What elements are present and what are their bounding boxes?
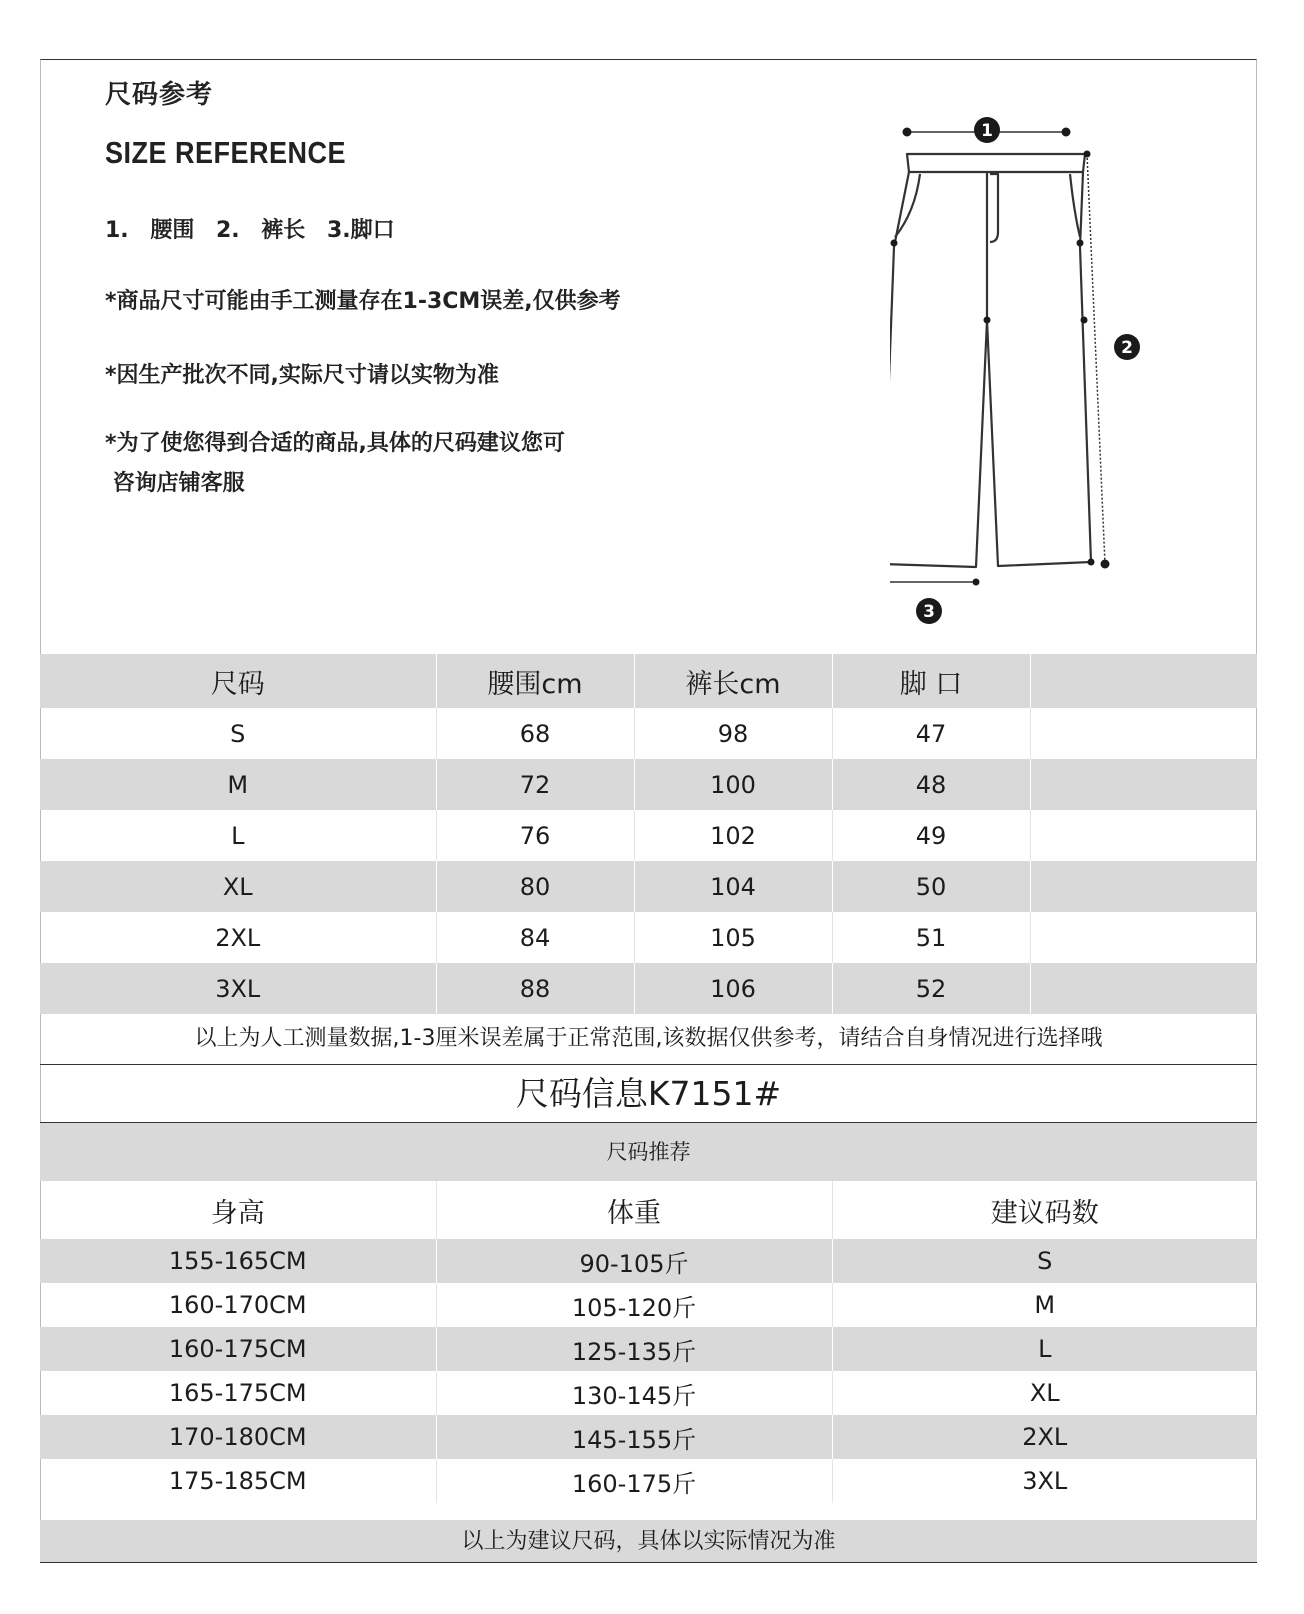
table-row <box>40 1459 1257 1503</box>
table-row <box>40 708 1257 759</box>
header-height: 身高 <box>40 1181 436 1239</box>
cell-empty <box>1030 759 1257 810</box>
cell-size: S <box>40 708 436 759</box>
cell-weight: 145-155斤 <box>436 1415 832 1459</box>
cell-empty <box>1030 963 1257 1014</box>
cell-size: 3XL <box>40 963 436 1014</box>
cell-waist: 76 <box>436 810 634 861</box>
cell-weight: 130-145斤 <box>436 1371 832 1415</box>
cell-suggested-size: S <box>1037 1247 1053 1275</box>
header-hem: 脚 口 <box>832 654 1030 708</box>
note-batch: *因生产批次不同,实际尺寸请以实物为准 <box>105 363 499 388</box>
size-info-title: 尺码信息K7151# <box>40 1065 1257 1123</box>
header-length: 裤长cm <box>634 654 832 708</box>
recommend-footer-note: 以上为建议尺码，具体以实际情况为准 <box>40 1520 1257 1563</box>
cell-suggested-size: 2XL <box>1022 1423 1068 1451</box>
cell-length: 100 <box>634 759 832 810</box>
cell-length: 105 <box>634 912 832 963</box>
table-row <box>40 1283 1257 1327</box>
header-empty <box>1030 654 1257 708</box>
cell-height: 165-175CM <box>40 1371 436 1415</box>
table-row <box>40 810 1257 861</box>
cell-hem: 50 <box>832 861 1030 912</box>
cell-empty <box>1030 708 1257 759</box>
cell-weight: 160-175斤 <box>436 1459 832 1503</box>
table-row <box>40 1327 1257 1371</box>
cell-height: 155-165CM <box>40 1239 436 1283</box>
cell-weight: 105-120斤 <box>436 1283 832 1327</box>
header-waist: 腰围cm <box>436 654 634 708</box>
marker-1-label: 1 <box>981 121 993 141</box>
table-row <box>40 963 1257 1014</box>
cell-suggested-size: XL <box>1029 1379 1060 1407</box>
cell-suggested-size: M <box>1034 1291 1056 1319</box>
note-contact <box>105 424 705 504</box>
cell-size: 2XL <box>40 912 436 963</box>
cell-waist: 68 <box>436 708 634 759</box>
measurement-note: 以上为人工测量数据,1-3厘米误差属于正常范围,该数据仅供参考，请结合自身情况进行选择哦 <box>40 1013 1257 1065</box>
size-table-header <box>40 654 1257 708</box>
cell-size: L <box>40 810 436 861</box>
note-manual-error: *商品尺寸可能由手工测量存在1-3CM误差,仅供参考 <box>105 289 621 314</box>
cell-weight: 125-135斤 <box>436 1327 832 1371</box>
size-table <box>40 654 1257 1014</box>
cell-hem: 47 <box>832 708 1030 759</box>
recommend-table-header <box>40 1181 1257 1239</box>
table-row <box>40 1415 1257 1459</box>
table-row <box>40 759 1257 810</box>
table-row <box>40 1371 1257 1415</box>
cell-waist: 84 <box>436 912 634 963</box>
table-row <box>40 861 1257 912</box>
cell-weight: 90-105斤 <box>436 1239 832 1283</box>
cell-height: 160-175CM <box>40 1327 436 1371</box>
table-row <box>40 1239 1257 1283</box>
pants-diagram-icon <box>890 112 1170 640</box>
cell-suggested-size: 3XL <box>1022 1467 1068 1495</box>
cell-hem: 48 <box>832 759 1030 810</box>
header-size: 尺码 <box>40 654 436 708</box>
cell-length: 104 <box>634 861 832 912</box>
recommend-section-title: 尺码推荐 <box>40 1123 1257 1181</box>
note-contact-line2: 咨询店铺客服 <box>105 471 245 496</box>
cell-length: 98 <box>634 708 832 759</box>
measurement-items: 1. 腰围 2. 裤长 3.脚口 <box>105 218 395 243</box>
cell-empty <box>1030 912 1257 963</box>
note-contact-line1: *为了使您得到合适的商品,具体的尺码建议您可 <box>105 431 565 456</box>
cell-waist: 88 <box>436 963 634 1014</box>
header-suggested-size: 建议码数 <box>990 1197 1099 1229</box>
cell-size: M <box>40 759 436 810</box>
cell-waist: 80 <box>436 861 634 912</box>
cell-hem: 52 <box>832 963 1030 1014</box>
marker-2-label: 2 <box>1121 338 1133 358</box>
cell-length: 106 <box>634 963 832 1014</box>
cell-hem: 49 <box>832 810 1030 861</box>
cell-empty <box>1030 810 1257 861</box>
section-title-en: SIZE REFERENCE <box>105 136 347 170</box>
cell-size: XL <box>40 861 436 912</box>
cell-length: 102 <box>634 810 832 861</box>
header-weight: 体重 <box>436 1181 832 1239</box>
cell-waist: 72 <box>436 759 634 810</box>
cell-height: 175-185CM <box>40 1459 436 1503</box>
section-title-cn: 尺码参考 <box>105 80 214 110</box>
cell-empty <box>1030 861 1257 912</box>
cell-hem: 51 <box>832 912 1030 963</box>
cell-height: 160-170CM <box>40 1283 436 1327</box>
marker-3-label: 3 <box>923 602 935 622</box>
cell-height: 170-180CM <box>40 1415 436 1459</box>
cell-suggested-size: L <box>1038 1335 1052 1363</box>
recommend-table <box>40 1181 1257 1503</box>
table-row <box>40 912 1257 963</box>
